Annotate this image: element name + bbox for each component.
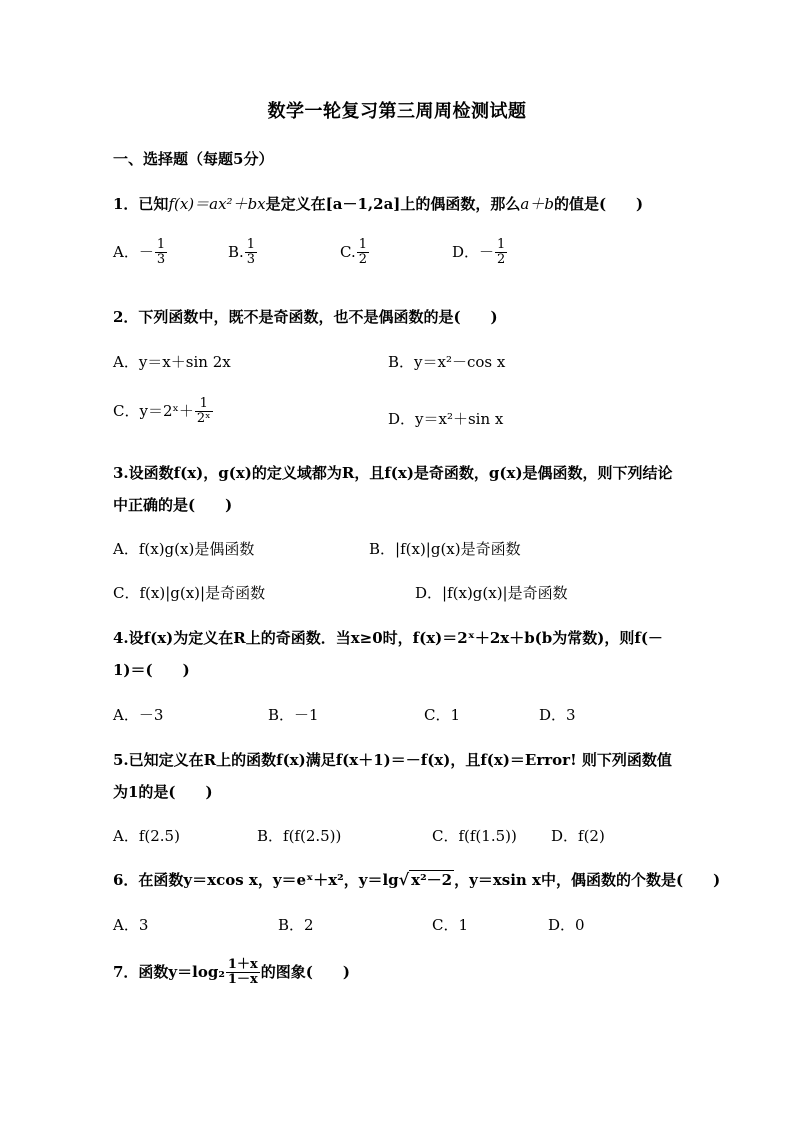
question-3-stem-line-2: 中正确的是( ): [113, 496, 233, 514]
q4-option-a: A．－3: [113, 706, 164, 724]
q1-interval: [a－1,2a]: [325, 195, 401, 213]
question-4-stem-line-1: 4.设f(x)为定义在R上的奇函数．当x≥0时，f(x)＝2ˣ＋2x＋b(b为常数)，则f(－: [113, 629, 663, 647]
q5-option-d: D．f(2): [551, 827, 605, 845]
q5-option-a: A．f(2.5): [113, 827, 180, 845]
q1-option-c: C. $\frac{1}{2}$: [340, 237, 367, 268]
q6-option-c: C．1: [432, 916, 469, 934]
q1-b-fraction: $\frac{1}{3}$: [246, 237, 256, 268]
q6-option-a: A．3: [113, 916, 149, 934]
q1-option-d: D．－ $\frac{1}{2}$: [452, 237, 506, 268]
q1-option-a: A．－ $\frac{1}{3}$: [113, 237, 166, 268]
q6-radicand: x²－2: [411, 871, 453, 889]
sqrt-symbol: √: [398, 870, 410, 889]
q3-option-a: A．f(x)g(x)是偶函数: [113, 540, 255, 558]
q1-text-3: 的值是( ): [553, 195, 644, 213]
q3-option-d: D．|f(x)g(x)|是奇函数: [415, 584, 568, 602]
q6-option-b: B．2: [278, 916, 314, 934]
q5-option-b: B．f(f(2.5)): [257, 827, 342, 845]
question-7-stem: 7．函数y＝log₂ $\frac{1+x}{1-x}$ 的图象( ): [113, 957, 350, 988]
q1-option-b: B. $\frac{1}{3}$: [228, 237, 256, 268]
q4-option-b: B．－1: [268, 706, 319, 724]
q1-text-2: 上的偶函数，那么: [400, 195, 521, 213]
question-5-stem-line-1: 5.已知定义在R上的函数f(x)满足f(x＋1)＝－f(x)，且f(x)＝Error! 则下列函数值: [113, 751, 672, 769]
q2-option-c: C．y＝2ˣ＋ $\frac{1}{\text{2ˣ}}$: [113, 396, 211, 427]
question-3-stem-line-1: 3.设函数f(x)，g(x)的定义域都为R，且f(x)是奇函数，g(x)是偶函数，则下列结论: [113, 464, 673, 482]
q4-option-d: D．3: [539, 706, 576, 724]
q3-option-c: C．f(x)|g(x)|是奇函数: [113, 584, 266, 602]
q1-a-plus-b: a＋b: [520, 195, 554, 213]
page-title: 数学一轮复习第三周周检测试题: [267, 101, 527, 122]
question-1-stem: [113, 193, 643, 214]
q1-function: f(x)＝ax²＋bx: [168, 195, 266, 213]
q1-c-fraction: $\frac{1}{2}$: [358, 237, 367, 268]
q3-option-b: B．|f(x)|g(x)是奇函数: [369, 540, 521, 558]
question-2-stem: 2．下列函数中，既不是奇函数，也不是偶函数的是( ): [113, 308, 498, 326]
q6-option-d: D．0: [548, 916, 585, 934]
q7-fraction: $\frac{1+x}{1-x}$: [227, 957, 258, 988]
q2-option-d: D．y＝x²＋sin x: [388, 410, 504, 428]
q2-c-fraction: $\frac{1}{\text{2ˣ}}$: [196, 396, 211, 427]
question-6-stem: 6．在函数y＝xcos x，y＝eˣ＋x²，y＝lg√ x²－2 ，y＝xsin x中，偶函数的个数是( ): [113, 870, 721, 889]
q1-number: 1．已知: [113, 195, 169, 213]
section-heading: 一、选择题（每题5分）: [113, 150, 274, 168]
question-5-stem-line-2: 为1的是( ): [113, 783, 213, 801]
q2-option-b: B．y＝x²－cos x: [388, 353, 506, 371]
q2-option-a: A．y＝x＋sin 2x: [113, 353, 231, 371]
q4-option-c: C．1: [424, 706, 461, 724]
q1-d-fraction: $\frac{1}{2}$: [497, 237, 506, 268]
q1-a-fraction: $\frac{1}{3}$: [156, 237, 166, 268]
q5-option-c: C．f(f(1.5)): [432, 827, 517, 845]
question-4-stem-line-2: 1)＝( ): [113, 661, 190, 679]
q1-text-1: 是定义在: [265, 195, 326, 213]
